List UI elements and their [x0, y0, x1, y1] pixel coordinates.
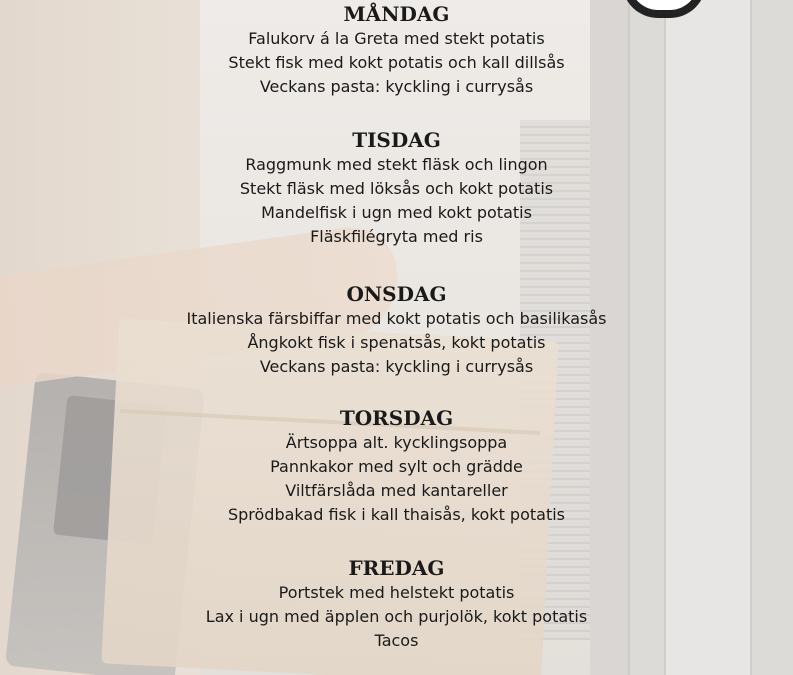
dish-item: Italienska färsbiffar med kokt potatis och basilikasås	[186, 309, 607, 328]
day-wednesday	[0, 281, 793, 379]
day-thursday	[0, 405, 793, 527]
dish-item: Falukorv á la Greta med stekt potatis	[248, 29, 545, 48]
day-title: ONSDAG	[346, 282, 447, 306]
dish-item: Viltfärslåda med kantareller	[285, 481, 508, 500]
dish-item: Pannkakor med sylt och grädde	[270, 457, 523, 476]
dish-item: Fläskfilégryta med ris	[310, 227, 483, 246]
dish-item: Sprödbakad fisk i kall thaisås, kokt potatis	[227, 505, 566, 524]
dish-item: Mandelfisk i ugn med kokt potatis	[261, 203, 532, 222]
dish-item: Portstek med helstekt potatis	[278, 583, 515, 602]
day-monday	[0, 1, 793, 99]
dish-item: Veckans pasta: kyckling i currysås	[259, 77, 534, 96]
dish-item: Veckans pasta: kyckling i currysås	[259, 357, 534, 376]
dish-item: Lax i ugn med äpplen och purjolök, kokt potatis	[205, 607, 588, 626]
dish-item: Ärtsoppa alt. kycklingsoppa	[285, 433, 508, 452]
day-tuesday	[0, 127, 793, 249]
day-title: TORSDAG	[339, 406, 454, 430]
dish-item: Ångkokt fisk i spenatsås, kokt potatis	[247, 333, 546, 352]
dish-item: Stekt fisk med kokt potatis och kall dillsås	[228, 53, 565, 72]
day-title: MÅNDAG	[343, 2, 450, 26]
day-friday	[0, 555, 793, 653]
day-title: TISDAG	[352, 128, 441, 152]
dish-item: Stekt fläsk med löksås och kokt potatis	[239, 179, 554, 198]
dish-item: Raggmunk med stekt fläsk och lingon	[245, 155, 548, 174]
day-title: FREDAG	[348, 556, 445, 580]
dish-item: Tacos	[374, 631, 419, 650]
